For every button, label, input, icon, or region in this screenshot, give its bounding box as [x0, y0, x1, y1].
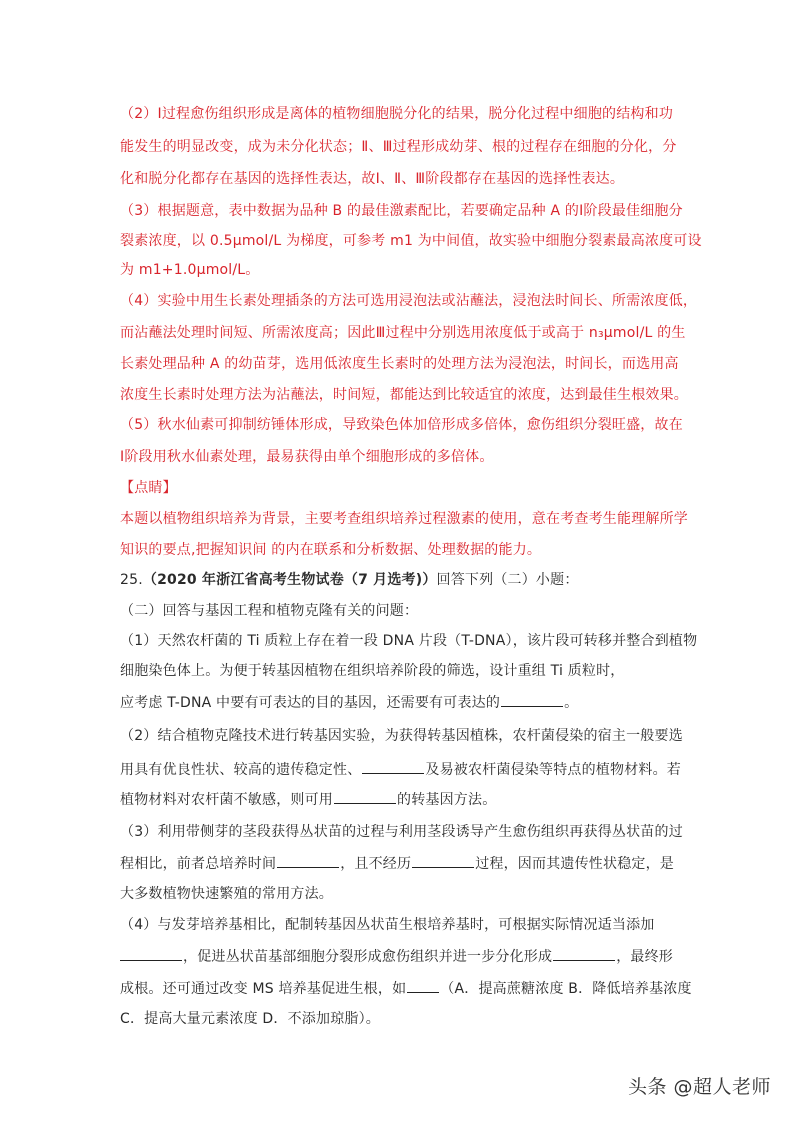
- answer-blank[interactable]: [277, 853, 339, 868]
- q2-line2-text: 用具有优良性状、较高的遗传稳定性、: [120, 762, 362, 778]
- q2-line1: （2）结合植物克隆技术进行转基因实验，为获得转基因植株，农杆菌侵染的宿主一般要选: [120, 728, 683, 744]
- q1-line2: 细胞染色体上。为便于转基因植物在组织培养阶段的筛选，设计重组 Ti 质粒时，: [120, 663, 625, 679]
- answer-part4-line4: 浓度生长素时处理方法为沾蘸法，时间短，都能达到比较适宜的浓度，达到最佳生根效果。: [120, 387, 688, 403]
- answer-part2-line2: 能发生的明显改变，成为未分化状态；Ⅱ、Ⅲ过程形成幼芽、根的过程存在细胞的分化，分: [120, 139, 677, 155]
- answer-part4-line1: （4）实验中用生长素处理插条的方法可选用浸泡法或沾蘸法，浸泡法时间长、所需浓度低，: [120, 293, 698, 309]
- q4-line2-text-b: ，最终形: [616, 949, 674, 965]
- q1-line3: [120, 692, 680, 713]
- answer-blank[interactable]: [501, 692, 563, 707]
- q4-line2: [120, 946, 680, 967]
- answer-part4-line3: 长素处理品种 A 的幼苗芽，选用低浓度生长素时的处理方法为浸泡法，时间长，而选用高: [120, 356, 679, 372]
- answer-blank[interactable]: [362, 759, 424, 774]
- q2-line2-end: 及易被农杆菌侵染等特点的植物材料。若: [425, 762, 682, 778]
- watermark: 头条 @超人老师: [628, 1076, 772, 1098]
- q3-line2-text-c: 过程，因而其遗传性状稳定，是: [475, 856, 675, 872]
- q3-line2-text-a: 程相比，前者总培养时间: [120, 856, 277, 872]
- q3-line2-text-b: ，且不经历: [340, 856, 412, 872]
- q4-line2-text-a: ，促进丛状苗基部细胞分裂形成愈伤组织并进一步分化形成: [183, 949, 553, 965]
- q4-line3: [120, 978, 692, 999]
- answer-part4-line2: 而沾蘸法处理时间短、所需浓度高；因此Ⅲ过程中分别选用浓度低于或高于 n₃μmol/L 的生: [120, 325, 686, 341]
- answer-part2-line1: （2）Ⅰ过程愈伤组织形成是离体的植物细胞脱分化的结果，脱分化过程中细胞的结构和功: [120, 106, 674, 122]
- answer-part5-line1: （5）秋水仙素可抑制纺锤体形成，导致染色体加倍形成多倍体，愈伤组织分裂旺盛，故在: [120, 417, 683, 433]
- answer-blank[interactable]: [120, 946, 182, 961]
- q4-line3-options: （A．提高蔗糖浓度 B．降低培养基浓度: [440, 981, 692, 997]
- comment-line1: 本题以植物组织培养为背景，主要考查组织培养过程激素的使用，意在考查考生能理解所学: [120, 511, 688, 527]
- q2-line3-text: 植物材料对农杆菌不敏感，则可用: [120, 792, 333, 808]
- q3-line1: （3）利用带侧芽的茎段获得丛状苗的过程与利用茎段诱导产生愈伤组织再获得丛状苗的过: [120, 824, 683, 840]
- q1-line3-text: 应考虑 T-DNA 中要有可表达的目的基因，还需要有可表达的: [120, 695, 501, 711]
- q2-line3: [120, 789, 680, 810]
- q2-line2: [120, 759, 680, 780]
- answer-blank[interactable]: [407, 978, 439, 993]
- q4-line4: C．提高大量元素浓度 D．不添加琼脂）。: [120, 1011, 381, 1027]
- answer-part3-line3: 为 m1+1.0μmol/L。: [120, 262, 260, 278]
- question-prompt: 回答下列（二）小题：: [436, 572, 579, 588]
- answer-part2-line3: 化和脱分化都存在基因的选择性表达，故Ⅰ、Ⅱ、Ⅲ阶段都存在基因的选择性表达。: [120, 171, 625, 187]
- answer-blank[interactable]: [553, 946, 615, 961]
- q4-line1: （4）与发芽培养基相比，配制转基因丛状苗生根培养基时，可根据实际情况适当添加: [120, 917, 655, 933]
- answer-part5-line2: Ⅰ阶段用秋水仙素处理，最易获得由单个细胞形成的多倍体。: [120, 449, 494, 465]
- q4-line3-text: 成根。还可通过改变 MS 培养基促进生根，如: [120, 981, 407, 997]
- comment-line2: 知识的要点,把握知识间 的内在联系和分析数据、处理数据的能力。: [120, 542, 542, 558]
- question-intro: （二）回答与基因工程和植物克隆有关的问题：: [120, 603, 419, 619]
- answer-part3-line2: 裂素浓度，以 0.5μmol/L 为梯度，可参考 m1 为中间值，故实验中细胞分裂素最高浓度可设: [120, 233, 702, 249]
- comment-heading: 【点睛】: [120, 480, 177, 496]
- answer-part3-line1: （3）根据题意，表中数据为品种 B 的最佳激素配比，若要确定品种 A 的Ⅰ阶段最佳细胞分: [120, 203, 683, 219]
- question-number: 25.: [120, 572, 143, 588]
- answer-blank[interactable]: [334, 789, 396, 804]
- answer-blank[interactable]: [412, 853, 474, 868]
- question-25-heading: [120, 570, 680, 590]
- question-source: （2020 年浙江省高考生物试卷（7 月选考)）: [142, 572, 437, 588]
- q3-line3: 大多数植物快速繁殖的常用方法。: [120, 886, 333, 902]
- q3-line2: [120, 853, 680, 874]
- q1-line3-end: 。: [564, 695, 579, 711]
- q1-line1: （1）天然农杆菌的 Ti 质粒上存在着一段 DNA 片段（T-DNA），该片段可转移并整合到植物: [120, 633, 698, 649]
- q2-line3-end: 的转基因方法。: [397, 792, 497, 808]
